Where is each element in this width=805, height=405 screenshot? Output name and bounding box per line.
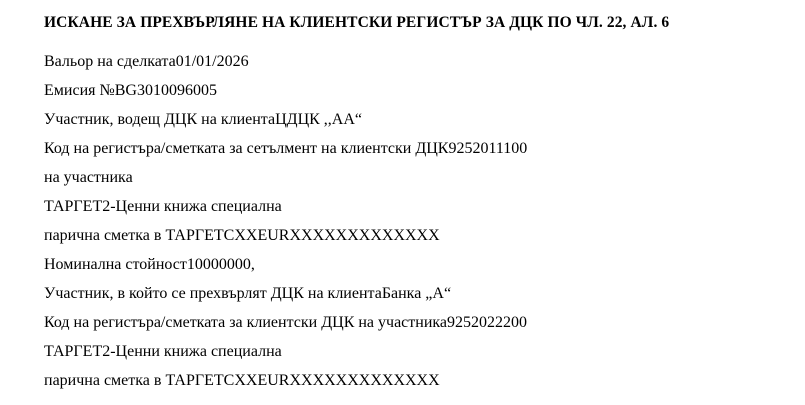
field-label: ТАРГЕТ2-Ценни книжа специална bbox=[44, 197, 282, 215]
field-label: Номинална стойност bbox=[44, 255, 187, 273]
field-value: BG3010096005 bbox=[114, 81, 217, 99]
field-label: Участник, в който се прехвърлят ДЦК на клиента bbox=[44, 284, 382, 302]
field-label: Вальор на сделката bbox=[44, 52, 176, 70]
field-value: 10000000, bbox=[186, 255, 255, 273]
field-value: 9252022200 bbox=[447, 313, 528, 331]
field-row bbox=[44, 111, 777, 140]
field-value: CXXEURXXXXXXXXXXXXX bbox=[223, 371, 440, 389]
field-row bbox=[44, 256, 777, 285]
field-value: 9252011100 bbox=[448, 139, 528, 157]
field-label: ТАРГЕТ2-Ценни книжа специална bbox=[44, 342, 282, 360]
field-row bbox=[44, 82, 777, 111]
page-title: ИСКАНЕ ЗА ПРЕХВЪРЛЯНЕ НА КЛИЕНТСКИ РЕГИСТЪР ЗА ДЦК ПО ЧЛ. 22, АЛ. 6 bbox=[44, 14, 670, 31]
field-row bbox=[44, 53, 777, 82]
field-row bbox=[44, 314, 777, 343]
field-value: ЦДЦК ,,АА“ bbox=[275, 110, 362, 128]
field-label: парична сметка в ТАРГЕТ bbox=[44, 371, 224, 389]
field-label: Участник, водещ ДЦК на клиента bbox=[44, 110, 276, 128]
field-row bbox=[44, 227, 777, 256]
field-list bbox=[44, 53, 777, 401]
field-label: парична сметка в ТАРГЕТ bbox=[44, 226, 224, 244]
field-value: Банка „А“ bbox=[381, 284, 452, 302]
field-label: Код на регистъра/сметката за клиентски ДЦК на участника bbox=[44, 313, 448, 331]
field-row bbox=[44, 169, 777, 198]
field-row bbox=[44, 343, 777, 372]
field-row bbox=[44, 285, 777, 314]
field-row bbox=[44, 140, 777, 169]
field-value: 01/01/2026 bbox=[175, 52, 249, 70]
field-label: Емисия № bbox=[44, 81, 115, 99]
field-value: CXXEURXXXXXXXXXXXXX bbox=[223, 226, 440, 244]
field-row bbox=[44, 198, 777, 227]
field-row bbox=[44, 372, 777, 401]
field-label: на участника bbox=[44, 168, 133, 186]
field-label: Код на регистъра/сметката за сетълмент на клиентски ДЦК bbox=[44, 139, 449, 157]
